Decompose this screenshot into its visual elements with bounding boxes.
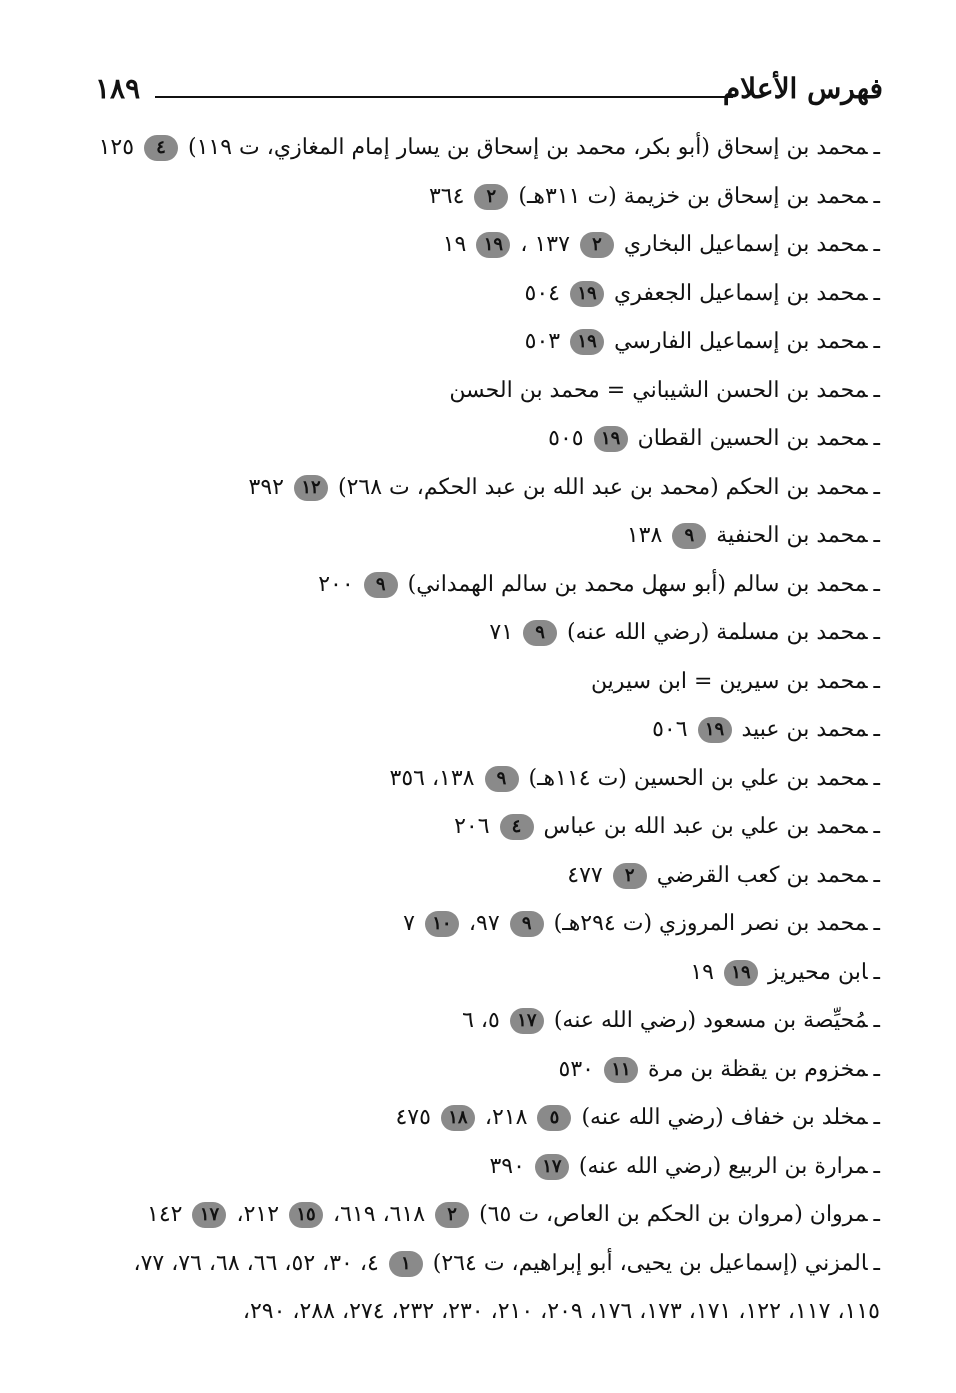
entry-text: مخزوم بن يقظة بن مرة bbox=[640, 1056, 868, 1082]
entry-text: ٤، ٣٠، ٥٢، ٦٦، ٦٨، ٧٦، ٧٧، bbox=[133, 1250, 386, 1276]
entry-dash: ـ bbox=[873, 329, 880, 354]
entry-text: ٦١٨، ٦١٩، bbox=[326, 1202, 433, 1227]
volume-badge: ٢ bbox=[435, 1202, 469, 1228]
entry-text: مخلد بن خفاف (رضي الله عنه) bbox=[574, 1105, 868, 1130]
entry-dash: ـ bbox=[873, 717, 880, 742]
entry-dash: ـ bbox=[873, 377, 880, 403]
entry-text: ٩٧، bbox=[461, 911, 507, 936]
entry-text: ١٣٨، ٣٥٦ bbox=[389, 765, 482, 791]
entry-text: محمد بن سيرين = ابن سيرين bbox=[590, 668, 868, 694]
index-entry bbox=[70, 904, 880, 953]
entry-text: ٤٧٥ bbox=[395, 1105, 438, 1130]
volume-badge: ١٨ bbox=[441, 1105, 475, 1131]
volume-badge: ٤ bbox=[500, 814, 534, 840]
entry-dash: ـ bbox=[873, 862, 880, 888]
entry-text: ١٤٢ bbox=[147, 1202, 190, 1227]
entry-dash: ـ bbox=[873, 959, 880, 985]
index-entry bbox=[70, 613, 880, 662]
entry-dash: ـ bbox=[873, 280, 880, 306]
volume-badge: ١٧ bbox=[510, 1008, 544, 1034]
entry-text: ١٩ bbox=[442, 232, 474, 257]
entry-dash: ـ bbox=[873, 814, 880, 839]
entry-text: مرارة بن الربيع (رضي الله عنه) bbox=[571, 1153, 868, 1179]
entry-text: ٢٠٠ bbox=[318, 571, 361, 597]
entry-dash: ـ bbox=[873, 668, 880, 694]
volume-badge: ١ bbox=[389, 1251, 423, 1277]
entry-dash: ـ bbox=[873, 571, 880, 597]
volume-badge: ١٩ bbox=[594, 426, 628, 452]
entry-text: ٤٧٧ bbox=[567, 862, 610, 888]
volume-badge: ١٥ bbox=[289, 1202, 323, 1228]
index-entry bbox=[70, 1195, 880, 1244]
entry-text: ١٢٥ bbox=[98, 135, 142, 160]
entry-dash: ـ bbox=[873, 426, 880, 451]
index-entry bbox=[70, 128, 880, 177]
entry-dash: ـ bbox=[873, 1056, 880, 1082]
index-entry bbox=[70, 419, 880, 468]
volume-badge: ٩ bbox=[523, 620, 557, 646]
index-entry bbox=[70, 1244, 880, 1293]
volume-badge: ١٧ bbox=[535, 1154, 569, 1180]
entry-dash: ـ bbox=[873, 1250, 880, 1276]
entry-text: ٣٩٢ bbox=[248, 474, 291, 500]
entry-text: ١٣٧ ، bbox=[513, 232, 577, 257]
volume-badge: ١٩ bbox=[698, 717, 732, 743]
entry-text: ٧ bbox=[403, 911, 422, 936]
volume-badge: ٢ bbox=[580, 232, 614, 258]
entry-text: ٥٠٥ bbox=[548, 426, 591, 451]
entry-text: ٣٦٤ bbox=[428, 183, 472, 209]
entry-text: ٥٠٣ bbox=[524, 329, 568, 354]
entry-text: ابن محيريز bbox=[760, 959, 868, 985]
entry-dash: ـ bbox=[873, 620, 880, 645]
entry-text: ١٣٨ bbox=[626, 523, 670, 548]
entry-text: محمد بن إسماعيل البخاري bbox=[616, 232, 868, 257]
index-entry bbox=[70, 1001, 880, 1050]
entry-dash: ـ bbox=[873, 1202, 880, 1227]
index-entry bbox=[70, 710, 880, 759]
entry-text: ٧١ bbox=[489, 620, 521, 645]
entry-text: ١١٥، ١١٧، ١٢٢، ١٧١، ١٧٣، ١٧٦، ٢٠٩، ٢١٠، ٢٣٠، ٢٣٢، ٢٧٤، ٢٨٨، ٢٩٠، bbox=[242, 1299, 880, 1324]
index-entry bbox=[70, 565, 880, 614]
volume-badge: ٥ bbox=[537, 1105, 571, 1131]
entry-dash: ـ bbox=[873, 523, 880, 548]
index-entry bbox=[70, 1147, 880, 1196]
entry-text: محمد بن الحكم (محمد بن عبد الله بن عبد الحكم، ت ٢٦٨) bbox=[331, 474, 868, 500]
entry-dash: ـ bbox=[873, 135, 880, 160]
entry-text: محمد بن إسحاق (أبو بكر، محمد بن إسحاق بن يسار إمام المغازي، ت ١١٩) bbox=[181, 135, 868, 160]
index-entry bbox=[70, 371, 880, 420]
entry-text: محمد بن كعب القرضي bbox=[649, 862, 868, 888]
entry-dash: ـ bbox=[873, 474, 880, 500]
entry-text: ٥٠٦ bbox=[652, 717, 695, 742]
index-entry bbox=[70, 759, 880, 808]
entry-text: ٥٣٠ bbox=[558, 1056, 601, 1082]
index-entry bbox=[70, 953, 880, 1002]
volume-badge: ١٩ bbox=[476, 232, 510, 258]
entry-text: محمد بن سالم (أبو سهل محمد بن سالم الهمداني) bbox=[400, 571, 868, 597]
entry-dash: ـ bbox=[873, 911, 880, 936]
entry-text: محمد بن الحنفية bbox=[709, 523, 868, 548]
entry-text: محمد بن علي بن عبد الله بن عباس bbox=[536, 814, 868, 839]
index-entry bbox=[70, 856, 880, 905]
entry-dash: ـ bbox=[873, 232, 880, 257]
index-entry bbox=[70, 516, 880, 565]
entry-text: ١٩ bbox=[690, 959, 721, 985]
index-entry bbox=[70, 468, 880, 517]
volume-badge: ١٩ bbox=[570, 329, 604, 355]
volume-badge: ١٩ bbox=[724, 960, 758, 986]
entry-text: محمد بن إسحاق بن خزيمة (ت ٣١١هـ) bbox=[511, 183, 868, 209]
volume-badge: ٢ bbox=[613, 863, 647, 889]
index-entry bbox=[70, 225, 880, 274]
volume-badge: ١٢ bbox=[294, 475, 328, 501]
entry-text: المزني (إسماعيل بن يحيى، أبو إبراهيم، ت ٢٦٤) bbox=[425, 1250, 868, 1276]
entry-text: محمد بن إسماعيل الفارسي bbox=[607, 329, 868, 354]
entry-text: مروان (مروان بن الحكم بن العاص، ت ٦٥) bbox=[472, 1202, 868, 1227]
entry-text: محمد بن نصر المروزي (ت ٢٩٤هـ) bbox=[546, 911, 868, 936]
volume-badge: ١٠ bbox=[425, 911, 459, 937]
entry-dash: ـ bbox=[873, 1105, 880, 1130]
volume-badge: ١١ bbox=[604, 1057, 638, 1083]
entry-dash: ـ bbox=[873, 1008, 880, 1033]
entry-text: محمد بن الحسن الشيباني = محمد بن الحسن bbox=[449, 377, 868, 403]
index-entry bbox=[70, 807, 880, 856]
volume-badge: ٢ bbox=[474, 184, 508, 210]
entry-text: ٢١٨، bbox=[477, 1105, 535, 1130]
entry-text: محمد بن إسماعيل الجعفري bbox=[607, 280, 868, 306]
index-entry bbox=[70, 1292, 880, 1341]
entry-text: محمد بن مسلمة (رضي الله عنه) bbox=[560, 620, 868, 645]
entry-text: محمد بن عبيد bbox=[734, 717, 868, 742]
entry-text: ٢٠٦ bbox=[454, 814, 497, 839]
index-entry bbox=[70, 662, 880, 711]
volume-badge: ٩ bbox=[364, 572, 398, 598]
entry-dash: ـ bbox=[873, 1153, 880, 1179]
index-entry bbox=[70, 1050, 880, 1099]
index-entry bbox=[70, 1098, 880, 1147]
entry-text: ٥، ٦ bbox=[462, 1008, 507, 1033]
index-entry bbox=[70, 177, 880, 226]
entry-text: مُحيِّصة بن مسعود (رضي الله عنه) bbox=[546, 1008, 868, 1033]
entry-text: ٢١٢، bbox=[229, 1202, 287, 1227]
page-header bbox=[95, 66, 883, 116]
volume-badge: ٩ bbox=[672, 523, 706, 549]
index-entry bbox=[70, 274, 880, 323]
page-number: ١٨٩ bbox=[95, 72, 141, 105]
volume-badge: ٤ bbox=[144, 135, 178, 161]
entry-text: ٥٠٤ bbox=[524, 280, 567, 306]
volume-badge: ٩ bbox=[485, 766, 519, 792]
index-entry bbox=[70, 322, 880, 371]
page-title: فهرس الأعلام bbox=[722, 72, 883, 105]
entry-dash: ـ bbox=[873, 765, 880, 791]
entry-text: محمد بن الحسين القطان bbox=[630, 426, 868, 451]
entry-text: محمد بن علي بن الحسين (ت ١١٤هـ) bbox=[521, 765, 868, 791]
entry-text: ٣٩٠ bbox=[489, 1153, 532, 1179]
header-rule bbox=[155, 96, 733, 98]
entry-dash: ـ bbox=[873, 183, 880, 209]
index-entries-list bbox=[70, 128, 880, 1341]
volume-badge: ١٩ bbox=[570, 281, 604, 307]
volume-badge: ١٧ bbox=[192, 1202, 226, 1228]
volume-badge: ٩ bbox=[510, 911, 544, 937]
